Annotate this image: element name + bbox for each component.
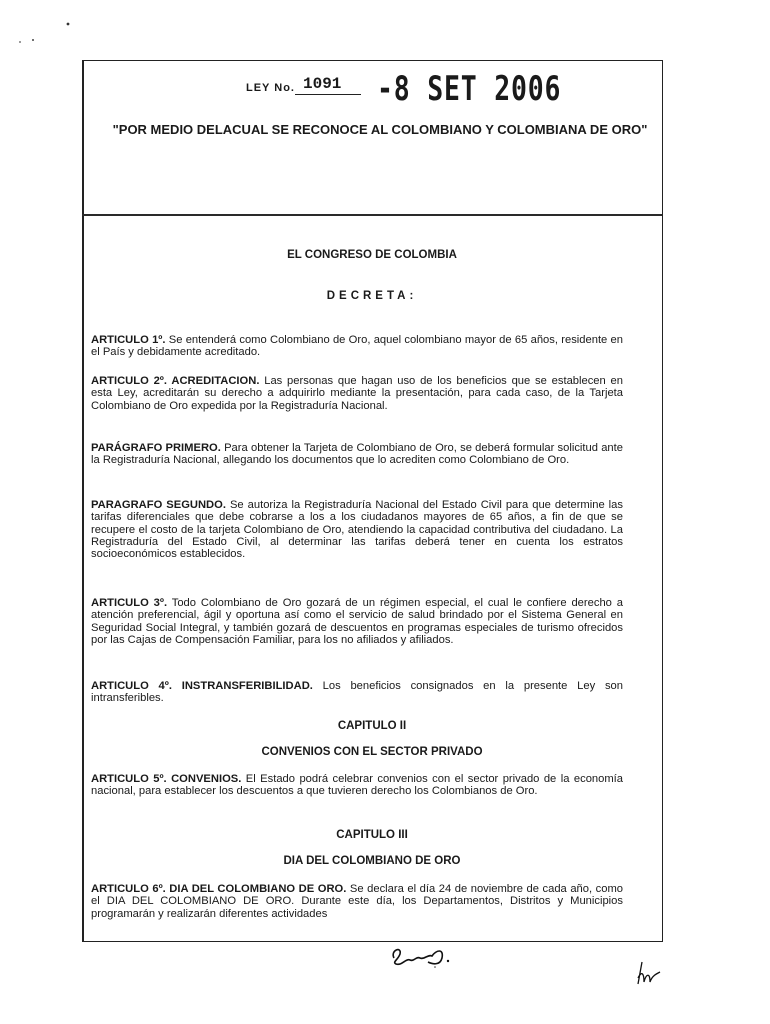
law-date-stamp: -8 SET 2006 [376, 69, 562, 109]
article-3 [91, 597, 623, 646]
law-title: "POR MEDIO DELACUAL SE RECONOCE AL COLOMBIANO Y COLOMBIANA DE ORO" [112, 122, 648, 137]
chapter-2-heading: CAPITULO II [337, 720, 407, 732]
article-label: ARTICULO 6º. DIA DEL COLOMBIANO DE ORO. [91, 883, 347, 895]
scan-specks [0, 0, 120, 60]
chapter-2-title: CONVENIOS CON EL SECTOR PRIVADO [261, 746, 483, 758]
article-text: Todo Colombiano de Oro gozará de un régimen especial, el cual le confiere derecho a atención preferencial, ágil y oportuna así como el servicio de salud brindado por el Sistema General en Seguridad Social Integral, y también gozará de descuentos en programas especiales de turismo ofrecidos por las Cajas de Compensación Familiar, para los no afiliados y afiliados. [91, 597, 623, 646]
article-label: ARTICULO 2º. ACREDITACION. [91, 375, 260, 387]
law-header [246, 66, 613, 109]
article-label: ARTICULO 3º. [91, 597, 168, 609]
article-text: Los beneficios consignados en la presente Ley son intransferibles. [91, 680, 623, 705]
article-2 [91, 375, 623, 412]
law-prefix: LEY No. [246, 82, 295, 94]
signature-mark [388, 940, 452, 970]
paragraph-segundo [91, 499, 623, 560]
article-text: El Estado podrá celebrar convenios con el sector privado de la economía nacional, para establecer los descuentos a que tuvieren derecho los Colombianos de Oro. [91, 773, 624, 798]
initials-mark [632, 958, 666, 988]
header-divider [82, 214, 662, 216]
article-text: Las personas que hagan uso de los beneficios que se establecen en esta Ley, acreditarán su derecho a adquirirlo mediante la presentación, para cada caso, de la Tarjeta Colombiano de Oro expedida por la Registraduría Nacional. [91, 375, 623, 412]
article-text: Se declara el día 24 de noviembre de cada año, como el DIA DEL COLOMBIANO DE ORO. Durante este día, los Departamentos, Distritos y Municipios programarán y realizarán diferentes actividades [91, 883, 623, 920]
article-4 [91, 680, 623, 705]
paragraph-text: Para obtener la Tarjeta de Colombiano de Oro, se deberá formular solicitud ante la Registraduría Nacional, allegando los documentos que lo acrediten como Colombiano de Oro. [91, 442, 623, 467]
article-label: ARTICULO 1º. [91, 334, 166, 346]
paragraph-primero [91, 442, 623, 467]
article-6 [91, 883, 623, 920]
article-1 [91, 334, 623, 359]
article-text: Se entenderá como Colombiano de Oro, aquel colombiano mayor de 65 años, residente en el País y debidamente acreditado. [91, 334, 623, 359]
decreta-heading: DECRETA: [326, 290, 418, 302]
paragraph-label: PARAGRAFO SEGUNDO. [91, 499, 226, 511]
law-number: 1091 [295, 75, 361, 95]
article-5 [91, 773, 623, 798]
chapter-3-title: DIA DEL COLOMBIANO DE ORO [283, 855, 461, 867]
paragraph-label: PARÁGRAFO PRIMERO. [91, 442, 221, 454]
paragraph-text: Se autoriza la Registraduría Nacional del Estado Civil para que determine las tarifas diferenciales que debe cobrarse a los a los ciudadanos mayores de 65 años, a fin de que se recupere el costo de la tarjeta Colombiano de Oro, atendiendo la capacidad contributiva del ciudadano. La Registraduría del Estado Civil, al determinar las tarifas deberá tener en cuenta los estratos socioeconómicos establecidos. [91, 499, 623, 561]
article-label: ARTICULO 4º. INSTRANSFERIBILIDAD. [91, 680, 313, 692]
article-label: ARTICULO 5º. CONVENIOS. [91, 773, 242, 785]
congress-heading: EL CONGRESO DE COLOMBIA [287, 249, 457, 261]
chapter-3-heading: CAPITULO III [336, 829, 408, 841]
